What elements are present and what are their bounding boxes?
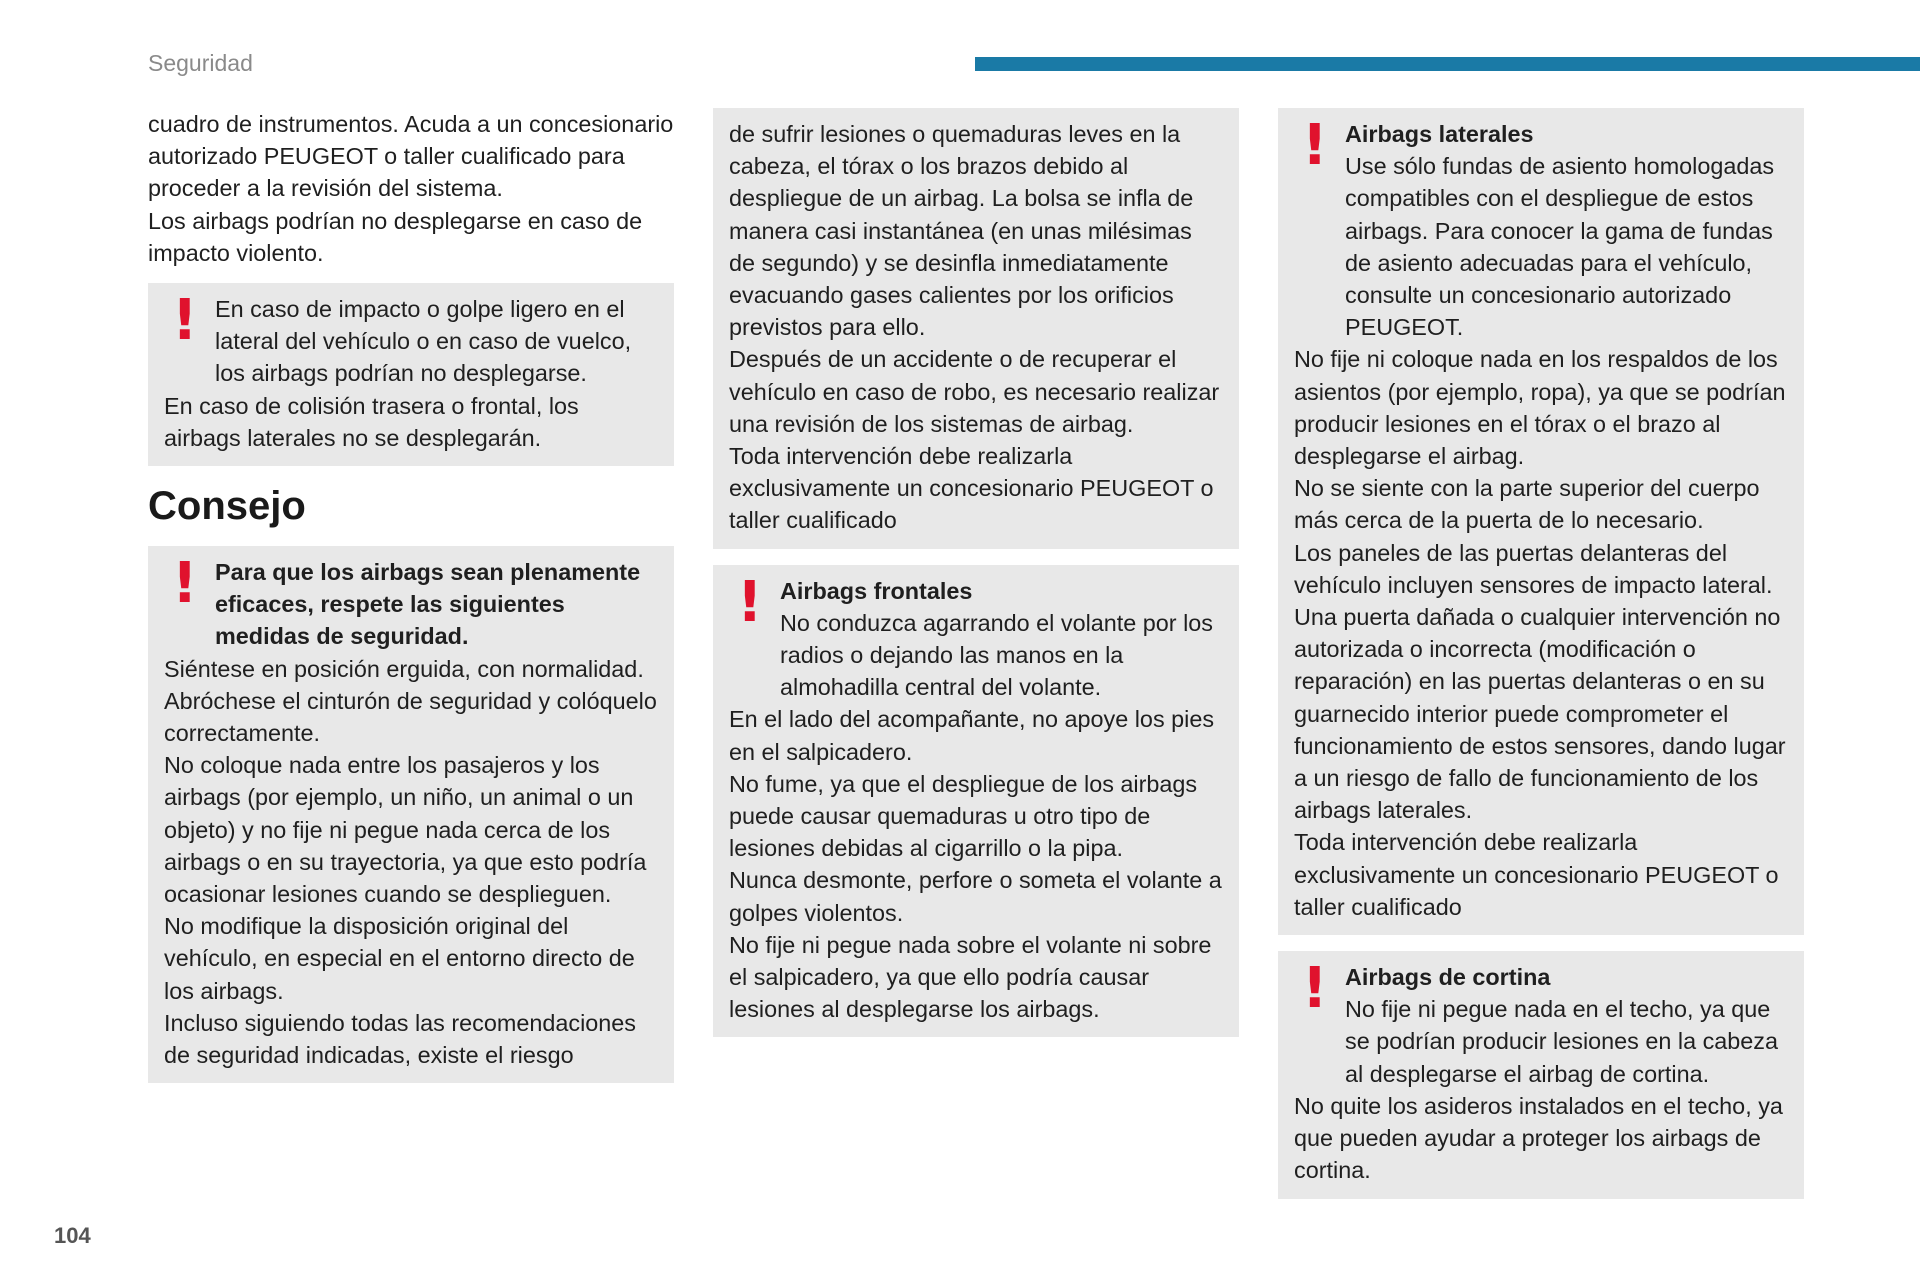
warning-paragraph: No quite los asideros instalados en el techo, ya que pueden ayudar a proteger los airbags de cortina. xyxy=(1294,1092,1783,1184)
warning-lead xyxy=(729,569,1223,704)
warning-paragraph: En caso de colisión trasera o frontal, los airbags laterales no se desplegarán. xyxy=(164,392,579,451)
warning-icon: ! xyxy=(172,288,198,354)
warning-box-curtain-airbags xyxy=(1278,951,1804,1198)
warning-paragraph: Siéntese en posición erguida, con normalidad. xyxy=(164,655,644,682)
info-box-continuation xyxy=(713,108,1239,549)
warning-paragraph: No modifique la disposición original del vehículo, en especial en el entorno directo de los airbags. xyxy=(164,913,635,1004)
warning-box-frontal-airbags xyxy=(713,565,1239,1038)
warning-paragraph: Incluso siguiendo todas las recomendaciones de seguridad indicadas, existe el riesgo xyxy=(164,1009,637,1069)
section-heading-consejo: Consejo xyxy=(148,484,306,529)
warning-icon: ! xyxy=(1302,956,1328,1022)
warning-title: Airbags de cortina xyxy=(1345,964,1551,991)
section-title: Seguridad xyxy=(148,50,253,76)
warning-box-safety-measures xyxy=(148,546,674,1083)
page-number: 104 xyxy=(54,1223,91,1248)
warning-icon: ! xyxy=(737,569,763,635)
warning-paragraph: Los paneles de las puertas delanteras del vehículo incluyen sensores de impacto lateral. xyxy=(1294,539,1773,598)
column-3 xyxy=(1278,108,1804,1215)
warning-paragraph: No fije ni pegue nada sobre el volante ni sobre el salpicadero, ya que ello podría causar lesiones al desplegarse los airbags. xyxy=(729,931,1212,1023)
warning-paragraph: Nunca desmonte, perfore o someta el volante a golpes violentos. xyxy=(729,867,1222,926)
warning-lead-text: En caso de impacto o golpe ligero en el lateral del vehículo o en caso de vuelco, los airbags podrían no desplegarse. xyxy=(215,296,632,387)
warning-icon: ! xyxy=(172,551,198,617)
box-paragraph: Toda intervención debe realizarla exclusivamente un concesionario PEUGEOT o taller cualificado xyxy=(729,443,1214,534)
warning-lead-text: Para que los airbags sean plenamente eficaces, respete las siguientes medidas de seguridad. xyxy=(215,559,641,650)
box-paragraph: Después de un accidente o de recuperar el vehículo en caso de robo, es necesario realizar una revisión de los sistemas de airbag. xyxy=(729,346,1220,437)
warning-box-side-airbags xyxy=(1278,108,1804,935)
warning-paragraph: No fije ni coloque nada en los respaldos de los asientos (por ejemplo, ropa), ya que se podrían producir lesiones en el tórax o el brazo al desplegarse el airbag. xyxy=(1294,346,1786,470)
warning-paragraph: En el lado del acompañante, no apoye los pies en el salpicadero. xyxy=(729,706,1215,765)
warning-paragraph: Una puerta dañada o cualquier intervención no autorizada o incorrecta (modificación o reparación) en las puertas delanteras o en su guarnecido interior puede comprometer el funcionamiento de estos sensores, dando lugar a un riesgo de fallo de funcionamiento de los airbags laterales. xyxy=(1294,604,1786,824)
body-paragraph: Los airbags podrían no desplegarse en caso de impacto violento. xyxy=(148,207,643,266)
warning-box-impact xyxy=(148,283,674,466)
box-paragraph: de sufrir lesiones o quemaduras leves en la cabeza, el tórax o los brazos debido al despliegue de un airbag. La bolsa se infla de manera casi instantánea (en unas milésimas de segundo) y se desinfla inmediatamente evacuando gases calientes por los orificios previstos para ello. xyxy=(729,121,1194,341)
warning-lead-text: No conduzca agarrando el volante por los radios o dejando las manos en la almohadilla central del volante. xyxy=(780,609,1214,701)
warning-lead-text: Use sólo fundas de asiento homologadas compatibles con el despliegue de estos airbags. Para conocer la gama de fundas de asiento adecuadas para el vehículo, consulte un concesionario autorizado PEUGEOT. xyxy=(1345,153,1775,341)
warning-title: Airbags laterales xyxy=(1345,121,1534,147)
warning-lead xyxy=(1294,956,1788,1090)
body-paragraph: cuadro de instrumentos. Acuda a un concesionario autorizado PEUGEOT o taller cualificado para proceder a la revisión del sistema. xyxy=(148,111,674,202)
warning-lead xyxy=(164,551,658,653)
warning-icon: ! xyxy=(1302,113,1328,178)
warning-lead-text: No fije ni pegue nada en el techo, ya que se podrían producir lesiones en la cabeza al desplegarse el airbag de cortina. xyxy=(1345,996,1779,1087)
header-accent-bar xyxy=(975,57,1920,71)
warning-title: Airbags frontales xyxy=(780,577,973,604)
column-2 xyxy=(713,108,1239,1053)
warning-paragraph: No coloque nada entre los pasajeros y los airbags (por ejemplo, un niño, un animal o un objeto) y no fije ni pegue nada cerca de los airbags o en su trayectoria, ya que esto podría ocasionar lesiones cuando se desplieguen. xyxy=(164,752,647,908)
warning-lead xyxy=(1294,113,1788,343)
warning-paragraph: Toda intervención debe realizarla exclusivamente un concesionario PEUGEOT o taller cualificado xyxy=(1294,829,1779,920)
warning-paragraph: Abróchese el cinturón de seguridad y colóquelo correctamente. xyxy=(164,687,657,747)
warning-lead xyxy=(164,288,658,390)
column-1 xyxy=(148,108,674,1099)
warning-paragraph: No se siente con la parte superior del cuerpo más cerca de la puerta de lo necesario. xyxy=(1294,475,1760,534)
warning-paragraph: No fume, ya que el despliegue de los airbags puede causar quemaduras u otro tipo de lesiones debidas al cigarrillo o la pipa. xyxy=(729,770,1198,862)
